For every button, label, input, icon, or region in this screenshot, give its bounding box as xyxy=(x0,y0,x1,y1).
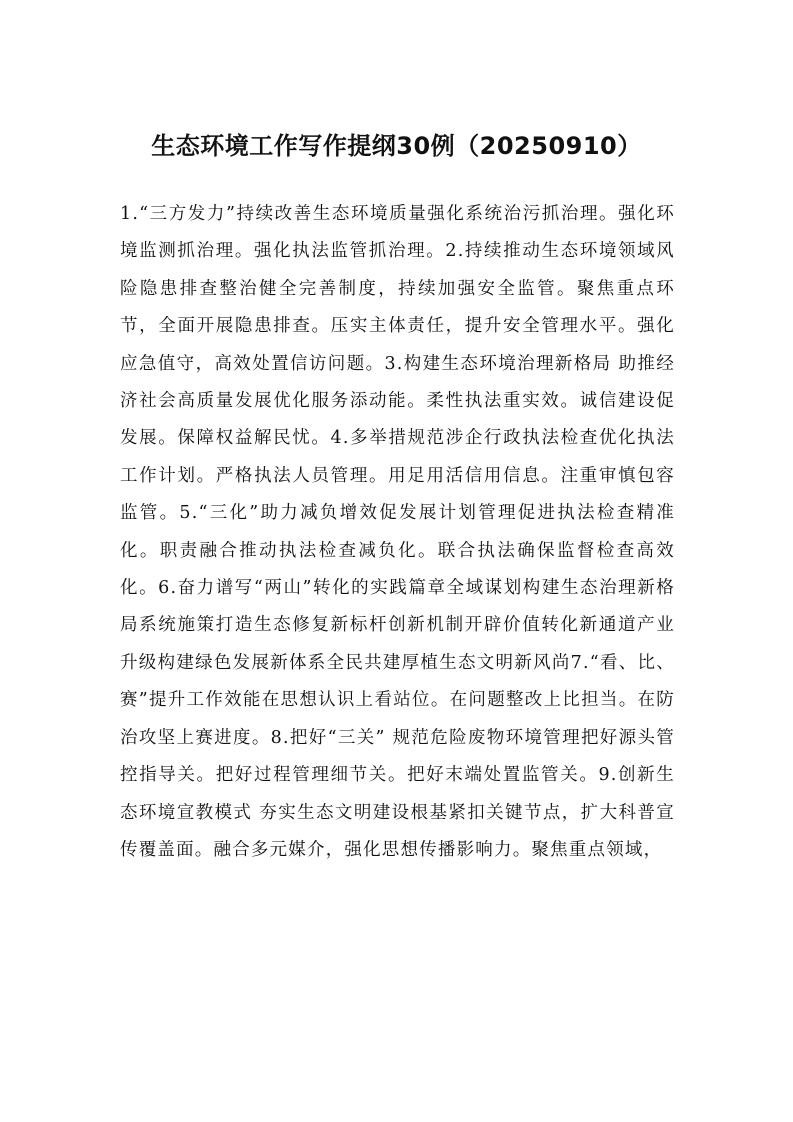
document-body-paragraph: 1.“三方发力”持续改善生态环境质量强化系统治污抓治理。强化环境监测抓治理。强化执法监管抓治理。2.持续推动生态环境领域风险隐患排查整治健全完善制度，持续加强安全监管。聚焦重点环节，全面开展隐患排查。压实主体责任，提升安全管理水平。强化应急值守，高效处置信访问题。3.构建生态环境治理新格局 助推经济社会高质量发展优化服务添动能。柔性执法重实效。诚信建设促发展。保障权益解民忧。4.多举措规范涉企行政执法检查优化执法工作计划。严格执法人员管理。用足用活信用信息。注重审慎包容监管。5.“三化”助力减负增效促发展计划管理促进执法检查精准化。职责融合推动执法检查减负化。联合执法确保监督检查高效化。6.奋力谱写“两山”转化的实践篇章全域谋划构建生态治理新格局系统施策打造生态修复新标杆创新机制开辟价值转化新通道产业升级构建绿色发展新体系全民共建厚植生态文明新风尚7.“看、比、赛”提升工作效能在思想认识上看站位。在问题整改上比担当。在防治攻坚上赛进度。8.把好“三关” 规范危险废物环境管理把好源头管控指导关。把好过程管理细节关。把好末端处置监管关。9.创新生态环境宣教模式 夯实生态文明建设根基紧扣关键节点，扩大科普宣传覆盖面。融合多元媒介，强化思想传播影响力。聚焦重点领域， xyxy=(120,204,675,860)
document-title: 生态环境工作写作提纲30例（20250910） xyxy=(151,132,642,160)
